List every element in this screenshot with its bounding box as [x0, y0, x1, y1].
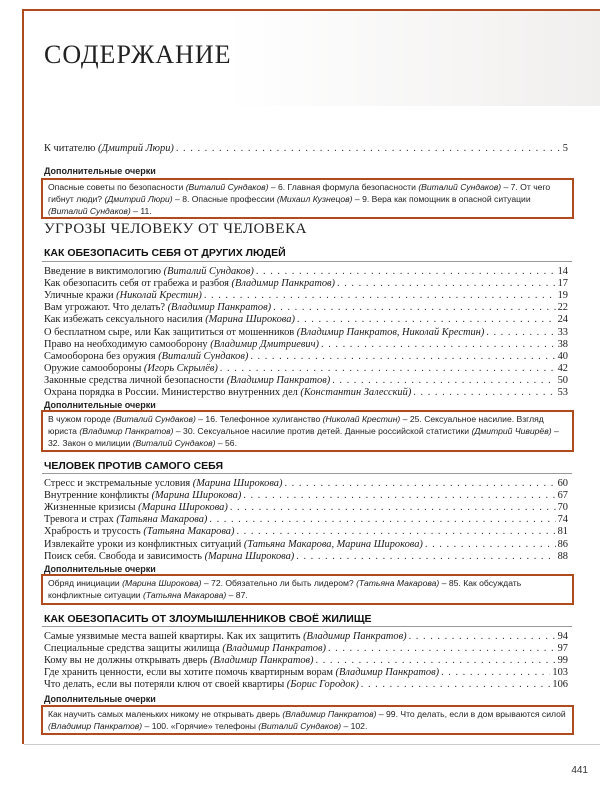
essay-text: – 25. Сексуальное насилие. Взгляд юриста — [48, 414, 544, 436]
toc-entry-title: О бесплатном сыре, или Как защититься от мошенников — [44, 326, 295, 338]
toc-entry-title: Оружие самообороны — [44, 362, 142, 374]
toc-entry-title: Храбрость и трусость — [44, 526, 141, 538]
toc-entry-author: (Константин Залесский) — [300, 387, 412, 398]
essay-author: (Владимир Панкратов) — [79, 426, 174, 436]
leader-dots — [296, 551, 555, 563]
leader-dots — [413, 387, 555, 399]
toc-entry-author: (Виталий Сундаков) — [158, 350, 249, 362]
subsection-rule — [42, 473, 572, 474]
toc-entry-author: (Владимир Панкратов) — [222, 643, 326, 655]
essay-author: (Николай Крестин) — [322, 414, 401, 424]
additional-essays-box-3 — [41, 705, 574, 735]
toc-entry-author: (Дмитрий Люри) — [98, 143, 174, 154]
essay-text: – 9. Вера как помощник в опасной ситуации — [352, 194, 531, 204]
essay-text: – 11. — [130, 206, 152, 216]
essay-author: (Татьяна Макарова) — [356, 578, 440, 588]
toc-entry-page: 42 — [557, 362, 568, 374]
toc-entry-author: (Владимир Панкратов) — [167, 302, 272, 314]
essay-author: (Виталий Сундаков) — [113, 414, 196, 424]
toc-row[interactable] — [44, 385, 568, 399]
toc-entry-author: (Татьяна Макарова) — [116, 514, 208, 526]
essay-text: Опасные советы по безопасности — [48, 182, 186, 192]
toc-entry-title: Уличные кражи — [44, 290, 114, 302]
essay-author: (Дмитрий Чивирёв) — [471, 426, 552, 436]
essay-author: (Марина Широкова) — [122, 578, 202, 588]
toc-entry-page: 94 — [557, 631, 568, 642]
essay-text: – 56. — [215, 438, 237, 448]
toc-entry-title: Как обезопасить себя от грабежа и разбоя — [44, 278, 229, 290]
toc-entry-title: Тревога и страх — [44, 514, 114, 526]
bottom-rule — [24, 744, 600, 745]
additional-essays-label: Дополнительные очерки — [44, 694, 156, 704]
toc-entry-author: (Игорь Скрылёв) — [143, 362, 218, 374]
toc-entry-page: 67 — [557, 490, 568, 502]
essay-author: (Дмитрий Люри) — [104, 194, 173, 204]
toc-entry-author: (Владимир Панкратов) — [231, 278, 336, 290]
toc-entry-page: 24 — [557, 314, 568, 326]
subsection-rule — [42, 261, 572, 262]
toc-entry-author: (Марина Широкова) — [192, 478, 283, 489]
toc-entry-page: 106 — [552, 679, 568, 691]
page-title: СОДЕРЖАНИЕ — [44, 40, 232, 69]
toc-entry-title: Законные средства личной безопасности — [44, 374, 225, 386]
essay-text: – 8. Опасные профессии — [172, 194, 277, 204]
toc-entry-title: Вам угрожают. Что делать? — [44, 302, 165, 314]
toc-entry-title: Стресс и экстремальные условия — [44, 478, 191, 489]
essay-author: (Владимир Панкратов) — [48, 721, 143, 731]
toc-entry-author: (Виталий Сундаков) — [163, 266, 254, 277]
essay-text: – 72. Обязательно ли быть лидером? — [201, 578, 357, 588]
leader-dots — [176, 143, 561, 155]
essay-text: В чужом городе — [48, 414, 114, 424]
additional-essays-box-1 — [41, 410, 574, 452]
toc-entry-page: 81 — [557, 526, 568, 538]
essay-text: – 99. Что делать, если в дом врываются силой — [376, 709, 566, 719]
toc-entry-author: (Владимир Панкратов, Николай Крестин) — [296, 326, 485, 338]
toc-entry-page: 74 — [557, 514, 568, 526]
toc-entry-title: Охрана порядка в России. Министерство внутренних дел — [44, 387, 298, 398]
toc-entry-page: 22 — [557, 302, 568, 314]
toc-entry-title: Поиск себя. Свобода и зависимость — [44, 550, 202, 562]
toc-entry-title: К читателю — [44, 143, 96, 154]
additional-essays-label: Дополнительные очерки — [44, 166, 156, 176]
toc-entry-title: Кому вы не должны открывать дверь — [44, 655, 208, 667]
toc-entry-title: Где хранить ценности, если вы хотите помочь квартирным ворам — [44, 667, 333, 679]
section-title: УГРОЗЫ ЧЕЛОВЕКУ ОТ ЧЕЛОВЕКА — [44, 221, 307, 237]
toc-entry-page: 53 — [557, 387, 568, 398]
toc-entry-author: (Марина Широкова) — [204, 550, 295, 562]
toc-entry-title: Извлекайте уроки из конфликтных ситуаций — [44, 538, 242, 550]
toc-entry-page: 50 — [557, 374, 568, 386]
page-number: 441 — [571, 765, 588, 776]
toc-entry-title: Как избежать сексуального насилия — [44, 314, 203, 326]
essay-text: – 87. — [226, 590, 248, 600]
additional-essays-box-intro — [41, 178, 574, 219]
toc-entry-author: (Марина Широкова) — [151, 490, 242, 502]
essay-author: (Виталий Сундаков) — [185, 182, 269, 192]
essay-text: – 16. Телефонное хулиганство — [195, 414, 323, 424]
toc-entry-author: (Владимир Дмитриевич) — [210, 338, 320, 350]
toc-entry-title: Самооборона без оружия — [44, 350, 156, 362]
essay-text: – 102. — [341, 721, 368, 731]
toc-entry-page: 38 — [557, 338, 568, 350]
toc-entry-page: 5 — [562, 143, 568, 154]
toc-entry-title: Внутренние конфликты — [44, 490, 149, 502]
leader-dots — [361, 679, 551, 691]
toc-entry-page: 19 — [557, 290, 568, 302]
toc-entry-page: 86 — [557, 538, 568, 550]
essay-text: – 6. Главная формула безопасности — [268, 182, 419, 192]
toc-entry-page: 97 — [557, 643, 568, 655]
toc-row-intro[interactable] — [44, 141, 568, 155]
essay-text: Обряд инициации — [48, 578, 123, 588]
toc-entry-author: (Марина Широкова) — [205, 314, 295, 326]
toc-entry-page: 88 — [557, 550, 568, 562]
frame-left-rule — [22, 9, 24, 744]
toc-entry-title: Введение в виктимологию — [44, 266, 162, 277]
subsection-title-3: КАК ОБЕЗОПАСИТЬ ОТ ЗЛОУМЫШЛЕННИКОВ СВОЁ ЖИЛИЩЕ — [44, 613, 372, 625]
essay-author: (Виталий Сундаков) — [48, 206, 131, 216]
essay-text: – 7. От чего гибнут люди? — [48, 182, 551, 204]
essay-author: (Владимир Панкратов) — [282, 709, 377, 719]
toc-entry-page: 103 — [552, 667, 568, 679]
essay-text: – 32. Закон о милиции — [48, 426, 559, 448]
toc-entry-title: Самые уязвимые места вашей квартиры. Как их защитить — [44, 631, 301, 642]
essay-author: (Виталий Сундаков) — [418, 182, 502, 192]
toc-entry-title: Право на необходимую самооборону — [44, 338, 208, 350]
essay-author: (Татьяна Макарова) — [142, 590, 227, 600]
essay-text: – 100. «Горячие» телефоны — [142, 721, 259, 731]
essay-author: (Виталий Сундаков) — [132, 438, 216, 448]
toc-entry-author: (Владимир Панкратов) — [303, 631, 407, 642]
toc-entry-title: Жизненные кризисы — [44, 502, 136, 514]
essay-author: (Виталий Сундаков) — [258, 721, 342, 731]
toc-row[interactable] — [44, 677, 568, 691]
toc-entry-author: (Татьяна Макарова, Марина Широкова) — [243, 538, 423, 550]
essay-author: (Михаил Кузнецов) — [276, 194, 353, 204]
toc-entry-page: 14 — [557, 266, 568, 277]
toc-entry-author: (Владимир Панкратов) — [335, 667, 440, 679]
essay-text: – 85. Как обсуждать конфликтные ситуации — [48, 578, 522, 600]
toc-entry-author: (Николай Крестин) — [116, 290, 202, 302]
subsection-title-2: ЧЕЛОВЕК ПРОТИВ САМОГО СЕБЯ — [44, 460, 224, 472]
additional-essays-box-2 — [41, 574, 574, 605]
toc-entry-page: 40 — [557, 350, 568, 362]
additional-essays-label: Дополнительные очерки — [44, 564, 156, 574]
toc-entry-title: Что делать, если вы потеряли ключ от своей квартиры — [44, 679, 285, 691]
subsection-title-1: КАК ОБЕЗОПАСИТЬ СЕБЯ ОТ ДРУГИХ ЛЮДЕЙ — [44, 247, 286, 259]
toc-entry-page: 70 — [557, 502, 568, 514]
toc-entry-page: 17 — [557, 278, 568, 290]
toc-entry-author: (Владимир Панкратов) — [226, 374, 331, 386]
essay-text: – 30. Сексуальное насилие против детей. Данные российской статистики — [173, 426, 472, 436]
toc-entry-author: (Владимир Панкратов) — [209, 655, 314, 667]
toc-entry-page: 99 — [557, 655, 568, 667]
subsection-rule — [42, 626, 572, 627]
toc-entry-author: (Борис Городок) — [286, 679, 359, 691]
additional-essays-label: Дополнительные очерки — [44, 400, 156, 410]
essay-text: Как научить самых маленьких никому не открывать дверь — [48, 709, 283, 719]
toc-entry-page: 33 — [557, 326, 568, 338]
toc-entry-author: (Татьяна Макарова) — [143, 526, 235, 538]
toc-row[interactable] — [44, 549, 568, 563]
toc-entry-page: 60 — [557, 478, 568, 489]
toc-entry-title: Специальные средства защиты жилища — [44, 643, 220, 655]
toc-entry-author: (Марина Широкова) — [138, 502, 228, 514]
frame-top-rule — [22, 9, 600, 11]
